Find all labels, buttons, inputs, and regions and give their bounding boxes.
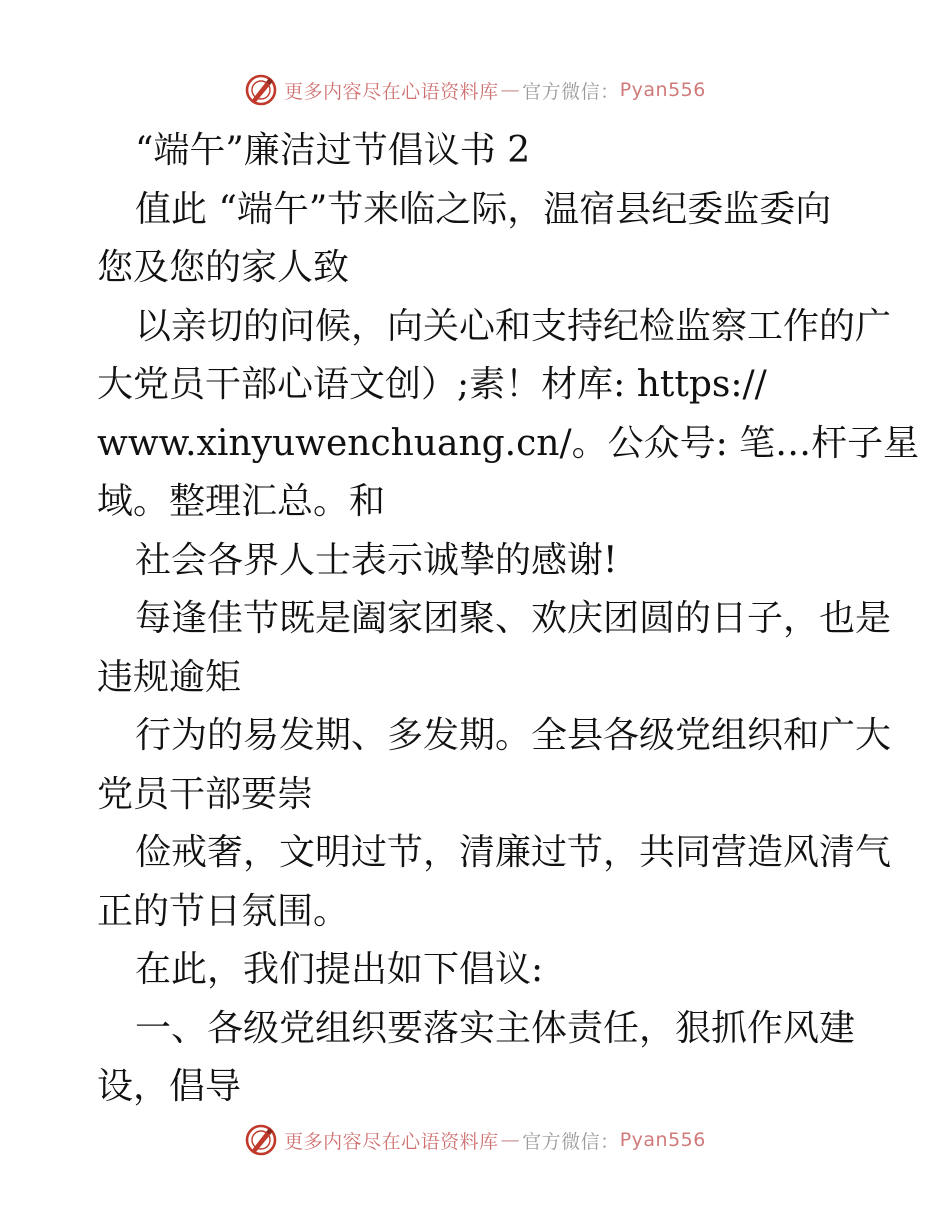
paragraph-line: 以亲切的问候，向关心和支持纪检监察工作的广 — [135, 305, 892, 347]
paragraph-line: 值此 “端午”节来临之际，温宿县纪委监委向 — [135, 188, 832, 230]
watermark-brand-text: 更多内容尽在心语资料库 — [284, 1130, 499, 1153]
header-watermark — [0, 70, 950, 110]
paragraph-line: 每逢佳节既是阖家团聚、欢庆团圆的日子，也是 — [135, 598, 892, 639]
watermark-dash: — — [500, 79, 521, 101]
document-body — [97, 122, 920, 1117]
paragraph-line: 行为的易发期、多发期。全县各级党组织和广大 — [135, 715, 892, 756]
paragraph-line: 域。整理汇总。和 — [97, 481, 386, 522]
watermark-brand-text: 更多内容尽在心语资料库 — [284, 80, 499, 103]
watermark-wechat-id: Pyan556 — [619, 1129, 706, 1151]
paragraph-line: 正的节日氛围。 — [97, 890, 350, 932]
paragraph-line: 一、各级党组织要落实主体责任，狠抓作风建 — [135, 1007, 856, 1049]
paragraph-line: 俭戒奢，文明过节，清廉过节，共同营造风清气 — [135, 832, 892, 873]
paragraph-line: 在此，我们提出如下倡议: — [135, 949, 544, 990]
watermark-official-label: 官方微信： — [522, 80, 620, 103]
paragraph-line: 党员干部要崇 — [97, 773, 314, 815]
pen-logo-icon — [244, 73, 278, 107]
watermark-wechat-id: Pyan556 — [619, 79, 706, 101]
paragraph-line: 大党员干部心语文创）;素！材库: https:// — [97, 364, 767, 405]
paragraph-line: 社会各界人士表示诚挚的感谢! — [135, 539, 618, 581]
pen-logo-icon — [244, 1123, 278, 1157]
watermark-dash: — — [500, 1129, 521, 1151]
paragraph-line: 违规逾矩 — [97, 656, 242, 698]
paragraph-line: 您及您的家人致 — [97, 247, 350, 288]
watermark-official-label: 官方微信： — [522, 1130, 620, 1153]
footer-watermark — [0, 1120, 950, 1160]
paragraph-line: 设，倡导 — [97, 1066, 242, 1107]
document-title: “端午”廉洁过节倡议书 2 — [135, 130, 531, 171]
paragraph-line: www.xinyuwenchuang.cn/。公众号: 笔…杆子星 — [97, 422, 920, 464]
